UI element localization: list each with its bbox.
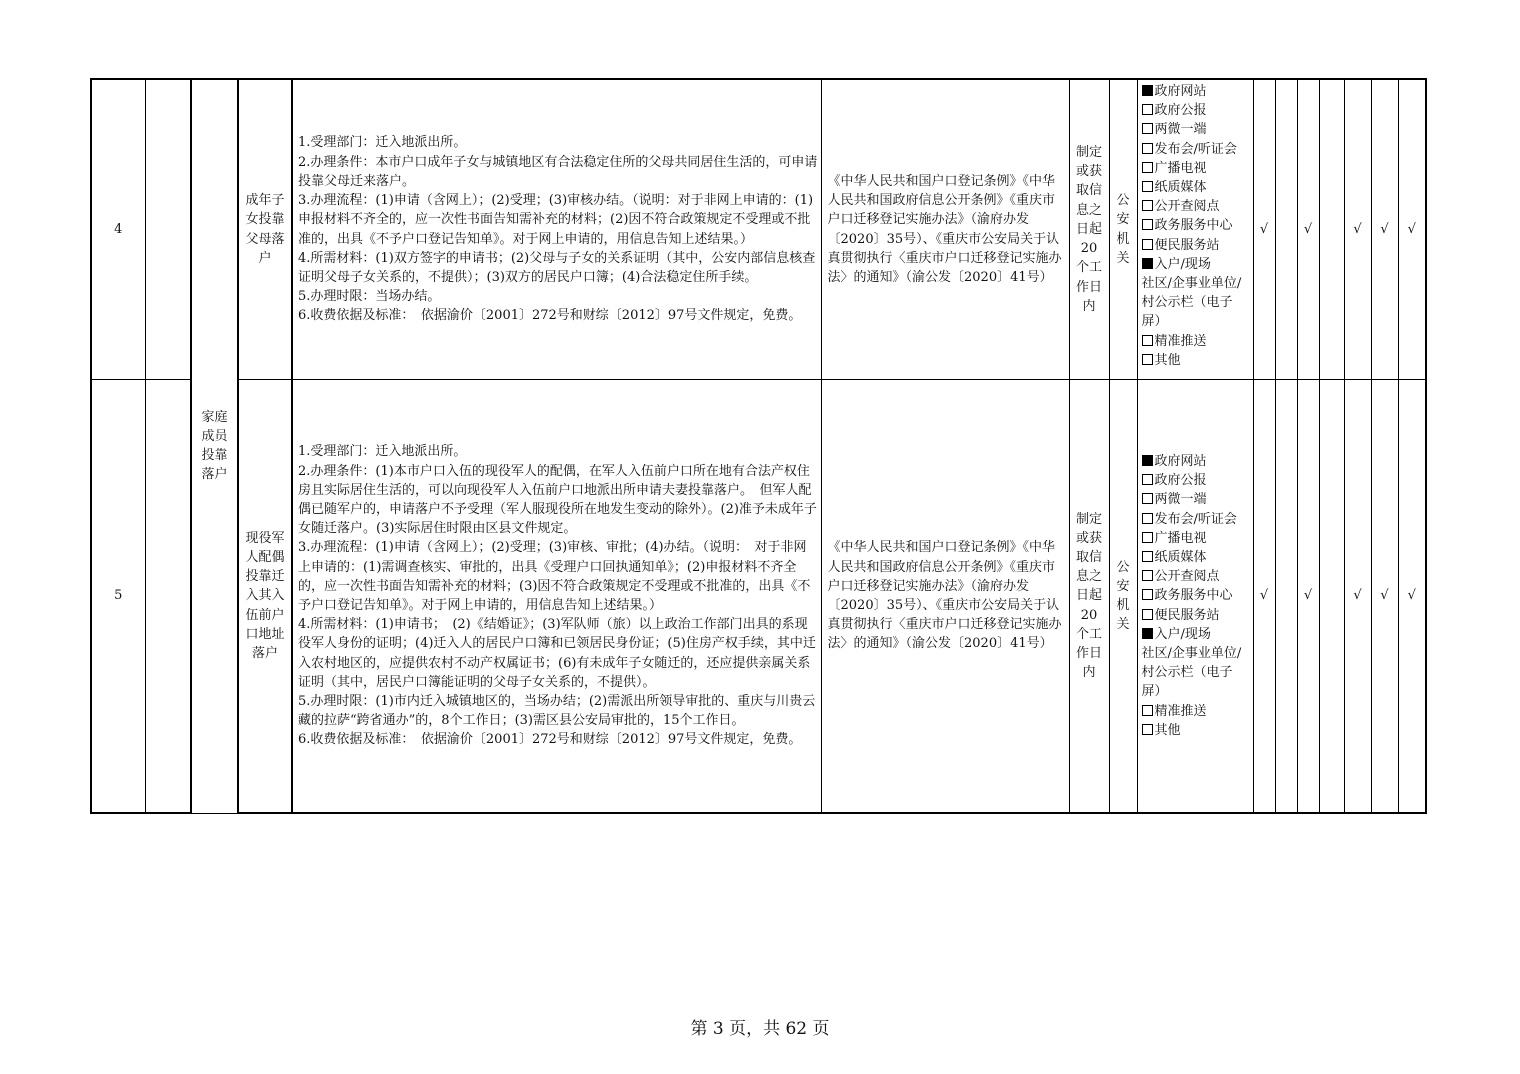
content-line: 2.办理条件：本市户口成年子女与城镇地区有合法稳定住所的父母共同居住生活的，可申请投靠父母迁来落户。	[298, 154, 818, 189]
unchecked-box-icon	[1142, 219, 1153, 230]
row-seq: 5	[91, 380, 145, 814]
unchecked-box-icon	[1142, 200, 1153, 211]
channel-label: 其他	[1154, 722, 1181, 738]
item-content	[292, 79, 821, 380]
unchecked-box-icon	[1142, 493, 1153, 504]
legal-basis: 《中华人民共和国户口登记条例》《中华人民共和国政府信息公开条例》《重庆市户口迁移登记实施办法》（渝府办发〔2020〕35号）、《重庆市公安局关于认真贯彻执行〈重庆市户口迁移登记实施办法〉的通知》（渝公发〔2020〕41号）	[821, 79, 1069, 380]
channel-item	[1142, 274, 1251, 332]
check-mark: √	[1398, 380, 1426, 814]
unchecked-box-icon	[1142, 705, 1153, 716]
channel-item	[1142, 529, 1251, 548]
channel-label: 广播电视	[1154, 160, 1207, 176]
unchecked-box-icon	[1142, 239, 1153, 250]
channel-label: 公开查阅点	[1154, 569, 1220, 585]
channel-label: 纸质媒体	[1154, 180, 1207, 196]
content-line: 5.办理时限：当场办结。	[298, 289, 441, 305]
unchecked-box-icon	[1142, 162, 1153, 173]
table-row	[91, 79, 1426, 380]
responsible-org: 公安机关	[1109, 380, 1137, 814]
channel-item	[1142, 567, 1251, 586]
responsible-org: 公安机关	[1109, 79, 1137, 380]
channel-label: 社区/企事业单位/村公示栏（电子屏）	[1141, 646, 1242, 700]
channel-label: 政府公报	[1154, 103, 1207, 119]
unchecked-box-icon	[1142, 551, 1153, 562]
item-name: 现役军人配偶投靠迁入其入伍前户口地址落户	[238, 380, 292, 814]
unchecked-box-icon	[1142, 724, 1153, 735]
content-line: 4.所需材料：(1)双方签字的申请书；(2)父母与子女的关系证明（其中，公安内部信息核查证明父母子女关系的，不提供）；(3)双方的居民户口簿；(4)合法稳定住所手续。	[298, 250, 816, 285]
row-seq: 4	[91, 79, 145, 380]
unchecked-box-icon	[1142, 181, 1153, 192]
check-mark: √	[1371, 79, 1398, 380]
channel-item	[1142, 140, 1251, 159]
check-mark: √	[1344, 79, 1371, 380]
check-mark: √	[1253, 79, 1275, 380]
check-mark: √	[1297, 79, 1319, 380]
channel-item	[1142, 644, 1251, 702]
check-mark: √	[1297, 380, 1319, 814]
blank-cell	[145, 380, 191, 814]
channel-label: 两微一端	[1154, 122, 1207, 138]
unchecked-box-icon	[1142, 104, 1153, 115]
unchecked-box-icon	[1142, 532, 1153, 543]
channel-item	[1142, 452, 1251, 471]
content-line: 2.办理条件：(1)本市户口入伍的现役军人的配偶，在军人入伍前户口所在地有合法产权住房且实际居住生活的，可以向现役军人入伍前户口地派出所申请夫妻投靠落户。 但军人配偶已随军户的，申请落户不予受理（军人服现役所在地发生变动的除外）。(2)准予未成年子女随迁落户。(3)实际居住时限由区县文件规定。	[298, 463, 817, 537]
channel-item	[1142, 82, 1251, 101]
channel-label: 政府网站	[1154, 453, 1207, 469]
category-cell: 家庭成员投靠落户	[191, 79, 238, 813]
channel-label: 政府公报	[1154, 473, 1207, 489]
channel-item	[1142, 101, 1251, 120]
checked-box-icon	[1142, 628, 1153, 639]
channel-label: 社区/企事业单位/村公示栏（电子屏）	[1141, 276, 1242, 330]
check-mark	[1319, 380, 1344, 814]
channel-item	[1142, 510, 1251, 529]
content-line: 6.收费依据及标准： 依据渝价〔2001〕272号和财综〔2012〕97号文件规定，免费。	[298, 308, 802, 324]
channel-label: 精准推送	[1154, 333, 1207, 349]
channel-label: 发布会/听证会	[1154, 511, 1237, 527]
channel-item	[1142, 197, 1251, 216]
channel-label: 入户/现场	[1154, 256, 1211, 272]
table-row	[91, 380, 1426, 814]
unchecked-box-icon	[1142, 354, 1153, 365]
content-line: 1.受理部门：迁入地派出所。	[298, 444, 467, 460]
channel-label: 政府网站	[1154, 84, 1207, 99]
channel-label: 发布会/听证会	[1154, 141, 1237, 157]
channel-list	[1137, 380, 1253, 814]
legal-basis: 《中华人民共和国户口登记条例》《中华人民共和国政府信息公开条例》《重庆市户口迁移登记实施办法》（渝府办发〔2020〕35号）、《重庆市公安局关于认真贯彻执行〈重庆市户口迁移登记实施办法〉的通知》（渝公发〔2020〕41号）	[821, 380, 1069, 814]
channel-item	[1142, 625, 1251, 644]
channel-list	[1137, 79, 1253, 380]
checked-box-icon	[1142, 258, 1153, 269]
content-line: 6.收费依据及标准： 依据渝价〔2001〕272号和财综〔2012〕97号文件规定，免费。	[298, 732, 802, 748]
channel-item	[1142, 120, 1251, 139]
item-content	[292, 380, 821, 814]
check-mark: √	[1398, 79, 1426, 380]
channel-item	[1142, 255, 1251, 274]
channel-item	[1142, 721, 1251, 740]
unchecked-box-icon	[1142, 513, 1153, 524]
check-mark	[1275, 380, 1297, 814]
channel-label: 两微一端	[1154, 492, 1207, 508]
content-line: 4.所需材料：(1)申请书； (2)《结婚证》；(3)军队师（旅）以上政治工作部门出具的系现役军人身份的证明；(4)迁入人的居民户口簿和已领居民身份证；(5)住房产权手续，其中迁入农村地区的，应提供农村不动产权属证书；(6)有未成年子女随迁的，还应提供亲属关系证明（其中，居民户口簿能证明的父母子女关系的，不提供）。	[298, 617, 816, 690]
channel-label: 其他	[1154, 352, 1181, 368]
time-limit: 制定或获取信息之日起20个工作日内	[1069, 380, 1109, 814]
content-line: 3.办理流程：(1)申请（含网上）；(2)受理；(3)审核、审批；(4)办结。（说明： 对于非网上申请的：(1)需调查核实、审批的，出具《受理户口回执通知单》；(2)申报材料不齐全的，应一次性书面告知需补充的材料；(3)因不符合政策规定不受理或不批准的，出具《不予户口登记告知单》。对于网上申请的，用信息告知上述结果。）	[298, 540, 811, 613]
unchecked-box-icon	[1142, 335, 1153, 346]
channel-item	[1142, 351, 1251, 370]
channel-item	[1142, 178, 1251, 197]
unchecked-box-icon	[1142, 123, 1153, 134]
channel-item	[1142, 702, 1251, 721]
channel-item	[1142, 216, 1251, 235]
disclosure-table	[90, 78, 1427, 814]
page-footer: 第 3 页，共 62 页	[690, 1019, 830, 1039]
checked-box-icon	[1142, 455, 1153, 466]
channel-item	[1142, 548, 1251, 567]
channel-label: 纸质媒体	[1154, 549, 1207, 565]
channel-item	[1142, 586, 1251, 605]
channel-label: 便民服务站	[1154, 607, 1220, 623]
channel-label: 便民服务站	[1154, 237, 1220, 253]
unchecked-box-icon	[1142, 609, 1153, 620]
checked-box-icon	[1142, 85, 1153, 96]
time-limit: 制定或获取信息之日起20个工作日内	[1069, 79, 1109, 380]
unchecked-box-icon	[1142, 143, 1153, 154]
channel-item	[1142, 332, 1251, 351]
check-mark: √	[1344, 380, 1371, 814]
check-mark: √	[1253, 380, 1275, 814]
channel-label: 入户/现场	[1154, 626, 1211, 642]
channel-label: 政务服务中心	[1154, 588, 1233, 604]
channel-label: 精准推送	[1154, 703, 1207, 719]
channel-item	[1142, 236, 1251, 255]
content-line: 3.办理流程：(1)申请（含网上）；(2)受理；(3)审核办结。（说明：对于非网上申请的：(1)申报材料不齐全的，应一次性书面告知需补充的材料；(2)因不符合政策规定不受理或不批准的，出具《不予户口登记告知单》。对于网上申请的，用信息告知上述结果。）	[298, 193, 814, 247]
check-mark	[1319, 79, 1344, 380]
channel-item	[1142, 159, 1251, 178]
channel-label: 政务服务中心	[1154, 218, 1233, 234]
content-line: 5.办理时限：(1)市内迁入城镇地区的，当场办结；(2)需派出所领导审批的、重庆与川贵云藏的拉萨“跨省通办”的，8个工作日；(3)需区县公安局审批的，15个工作日。	[298, 694, 816, 729]
channel-label: 公开查阅点	[1154, 199, 1220, 215]
check-mark: √	[1371, 380, 1398, 814]
item-name: 成年子女投靠父母落户	[238, 79, 292, 380]
check-mark	[1275, 79, 1297, 380]
content-line: 1.受理部门：迁入地派出所。	[298, 135, 467, 151]
channel-label: 广播电视	[1154, 530, 1207, 546]
unchecked-box-icon	[1142, 570, 1153, 581]
channel-item	[1142, 490, 1251, 509]
channel-item	[1142, 471, 1251, 490]
unchecked-box-icon	[1142, 589, 1153, 600]
unchecked-box-icon	[1142, 474, 1153, 485]
channel-item	[1142, 606, 1251, 625]
blank-cell	[145, 79, 191, 380]
